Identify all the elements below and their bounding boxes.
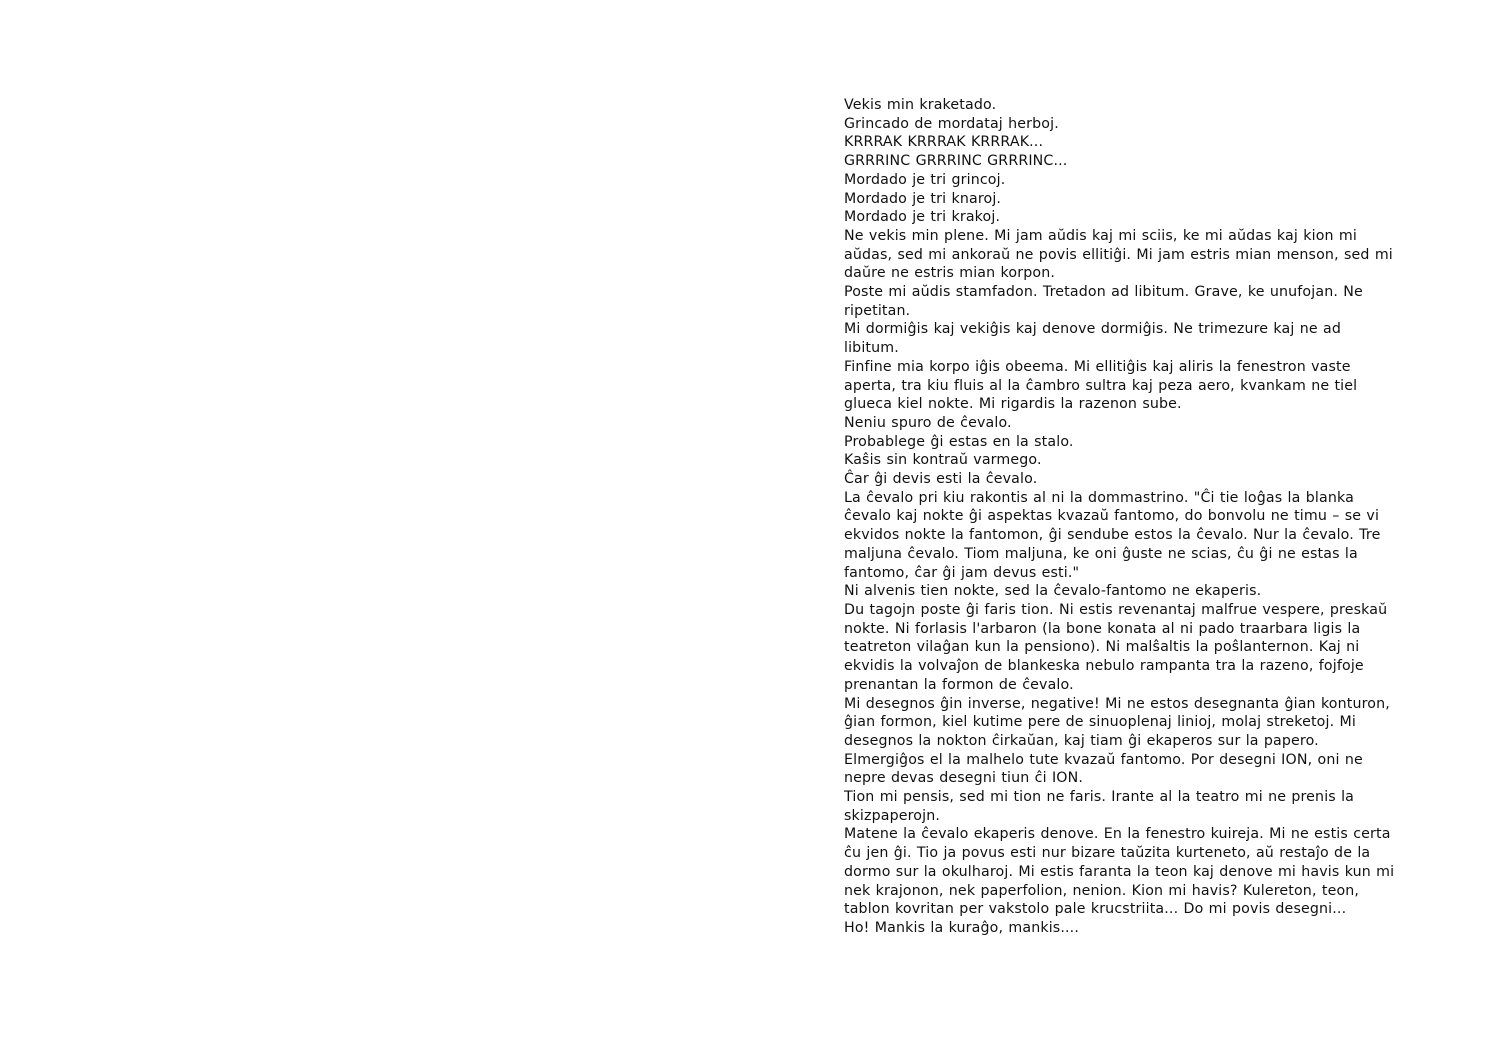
paragraph: Grincado de mordataj herboj. <box>844 115 1059 132</box>
paragraph: Ni alvenis tien nokte, sed la ĉevalo-fantomo ne ekaperis. <box>844 583 1262 600</box>
paragraph: Ne vekis min plene. Mi jam aŭdis kaj mi sciis, ke mi aŭdas kaj kion mi aŭdas, sed mi ankoraŭ ne povis ellitiĝi. Mi jam estris mian menson, sed mi daŭre ne estris mian korpon. <box>844 227 1393 282</box>
paragraph: Probablege ĝi estas en la stalo. <box>844 433 1074 450</box>
paragraph: Mordado je tri grincoj. <box>844 171 1006 188</box>
paragraph: Ho! Mankis la kuraĝo, mankis.... <box>844 919 1079 936</box>
paragraph: Du tagojn poste ĝi faris tion. Ni estis revenantaj malfrue vespere, preskaŭ nokte. Ni forlasis l'arbaron (la bone konata al ni pado traarbara ligis la teatreton vilaĝan kun la pensiono). Ni malŝaltis la poŝlanternon. Kaj ni ekvidis la volvaĵon de blankeska nebulo rampanta tra la razeno, fojfoje prenantan la formon de ĉevalo. <box>844 601 1388 693</box>
paragraph: Mi dormiĝis kaj vekiĝis kaj denove dormiĝis. Ne trimezure kaj ne ad libitum. <box>844 321 1341 357</box>
paragraph: Finfine mia korpo iĝis obeema. Mi ellitiĝis kaj aliris la fenestron vaste aperta, tra kiu fluis al la ĉambro sultra kaj peza aero, kvankam ne tiel glueca kiel nokte. Mi rigardis la razenon sube. <box>844 358 1358 413</box>
paragraph: GRRRINC GRRRINC GRRRINC... <box>844 153 1068 170</box>
paragraph: Mi desegnos ĝin inverse, negative! Mi ne estos desegnanta ĝian konturon, ĝian formon, kiel kutime pere de sinuoplenaj linioj, molaj streketoj. Mi desegnos la nokton ĉirkaŭan, kaj tiam ĝi ekaperos sur la papero. Elmergiĝos el la malhelo tute kvazaŭ fantomo. Por desegni ION, oni ne nepre devas desegni tiun ĉi ION. <box>844 695 1390 787</box>
body-text <box>844 96 1400 938</box>
paragraph: Tion mi pensis, sed mi tion ne faris. Irante al la teatro mi ne prenis la skizpaperojn. <box>844 789 1355 824</box>
paragraph: Kaŝis sin kontraŭ varmego. <box>844 452 1042 469</box>
paragraph: Matene la ĉevalo ekaperis denove. En la fenestro kuireja. Mi ne estis certa ĉu jen ĝi. Tio ja povus esti nur bizare taŭzita kurteneto, aŭ restaĵo de la dormo sur la okulharoj. Mi estis faranta la teon kaj denove mi havis kun mi nek krajonon, nek paperfolion, nenion. Kion mi havis? Kulereton, teon, tablon kovritan per vakstolo pale krucstriita... Do mi povis desegni... <box>844 826 1395 918</box>
paragraph: Neniu spuro de ĉevalo. <box>844 414 1012 431</box>
paragraph: Mordado je tri krakoj. <box>844 209 1001 226</box>
paragraph: Ĉar ĝi devis esti la ĉevalo. <box>844 471 1038 488</box>
paragraph: La ĉevalo pri kiu rakontis al ni la dommastrino. "Ĉi tie loĝas la blanka ĉevalo kaj nokte ĝi aspektas kvazaŭ fantomo, do bonvolu ne timu – se vi ekvidos nokte la fantomon, ĝi sendube estos la ĉevalo. Nur la ĉevalo. Tre maljuna ĉevalo. Tiom maljuna, ke oni ĝuste ne scias, ĉu ĝi ne estas la fantomo, ĉar ĝi jam devus esti." <box>844 489 1381 581</box>
paragraph: Mordado je tri knaroj. <box>844 190 1002 207</box>
paragraph: KRRRAK KRRRAK KRRRAK... <box>844 134 1044 151</box>
paragraph: Vekis min kraketado. <box>844 97 997 113</box>
right-page <box>844 96 1400 938</box>
paragraph: Poste mi aŭdis stamfadon. Tretadon ad libitum. Grave, ke unufojan. Ne ripetitan. <box>844 284 1363 319</box>
